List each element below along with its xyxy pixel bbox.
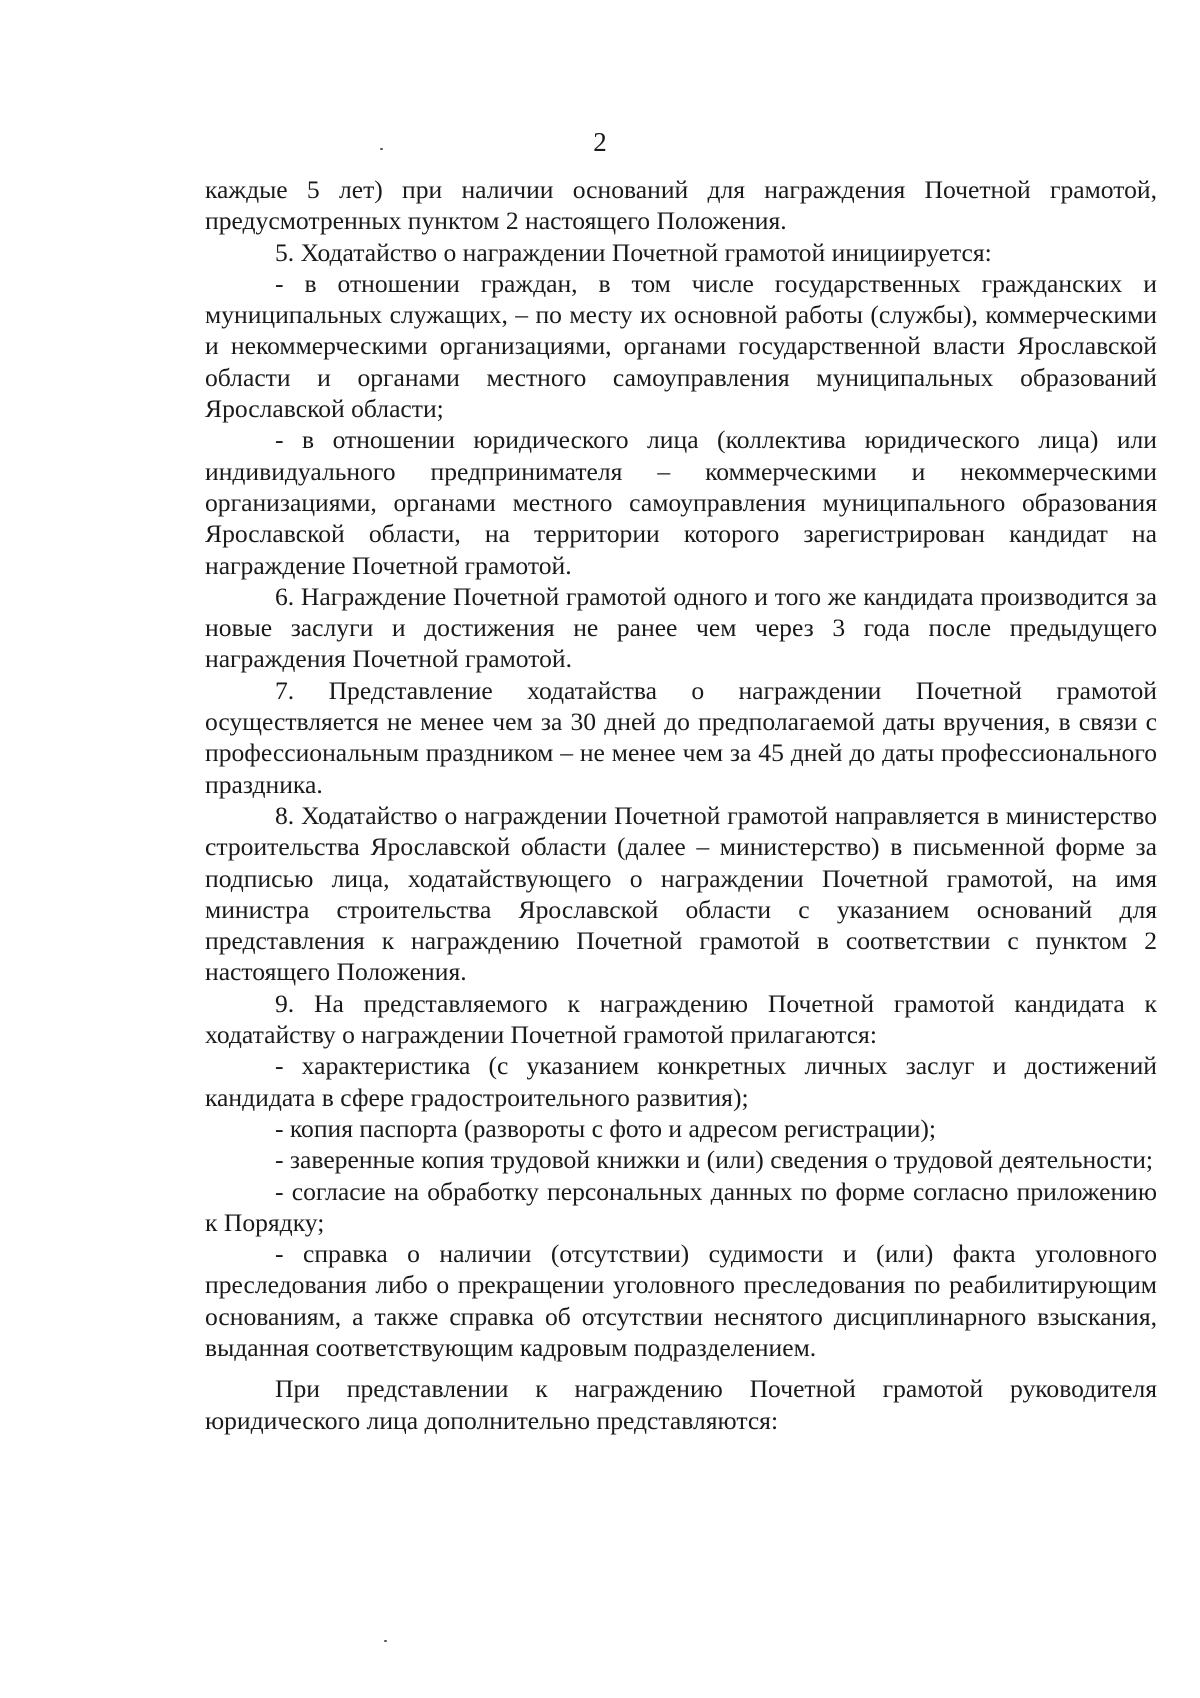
paragraph: каждые 5 лет) при наличии оснований для награждения Почетной грамотой, предусмотренных пунктом 2 настоящего Положения.	[205, 175, 1157, 236]
paragraph: - в отношении юридического лица (коллектива юридического лица) или индивидуального предпринимателя – коммерческими и некоммерческими организациями, органами местного самоуправления муниципального образования Ярославской области, на территории которого зарегистрирован кандидат на награждение Почетной грамотой.	[205, 425, 1157, 580]
paragraph: - характеристика (с указанием конкретных личных заслуг и достижений кандидата в сфере градостроительного развития);	[205, 1051, 1157, 1112]
scan-speck	[384, 1640, 387, 1642]
paragraph: При представлении к награждению Почетной грамотой руководителя юридического лица дополнительно представляются:	[205, 1374, 1157, 1435]
paragraph: - копия паспорта (развороты с фото и адресом регистрации);	[275, 1113, 937, 1143]
paragraph: 9. На представляемого к награждению Почетной грамотой кандидата к ходатайству о награждении Почетной грамотой прилагаются:	[205, 988, 1157, 1050]
paragraph: - согласие на обработку персональных данных по форме согласно приложению к Порядку;	[205, 1176, 1157, 1237]
paragraph: - заверенные копия трудовой книжки и (или) сведения о трудовой деятельности;	[275, 1145, 1154, 1175]
document-body	[205, 174, 1157, 1436]
paragraph: 6. Награждение Почетной грамотой одного и того же кандидата производится за новые заслуги и достижения не ранее чем через 3 года после предыдущего награждения Почетной грамотой.	[205, 581, 1157, 674]
paragraph: 8. Ходатайство о награждении Почетной грамотой направляется в министерство строительства Ярославской области (далее – министерство) в письменной форме за подписью лица, ходатайствующего о награждении Почетной грамотой, на имя министра строительства Ярославской области с указанием оснований для представления к награждению Почетной грамотой в соответствии с пунктом 2 настоящего Положения.	[205, 800, 1157, 987]
paragraph: 5. Ходатайство о награждении Почетной грамотой инициируется:	[275, 237, 992, 267]
paragraph: - справка о наличии (отсутствии) судимости и (или) факта уголовного преследования либо о прекращении уголовного преследования по реабилитирующим основаниям, а также справка об отсутствии неснятого дисциплинарного взыскания, выданная соответствующим кадровым подразделением.	[205, 1239, 1157, 1362]
paragraph: 7. Представление ходатайства о награждении Почетной грамотой осуществляется не менее чем за 30 дней до предполагаемой даты вручения, в связи с профессиональным праздником – не менее чем за 45 дней до даты профессионального праздника.	[205, 675, 1157, 799]
scan-speck	[380, 148, 383, 150]
paragraph: - в отношении граждан, в том числе государственных гражданских и муниципальных служащих, – по месту их основной работы (службы), коммерческими и некоммерческими организациями, органами государственной власти Ярославской области и органами местного самоуправления муниципальных образований Ярославской области;	[205, 268, 1157, 424]
page-number: 2	[593, 127, 607, 157]
